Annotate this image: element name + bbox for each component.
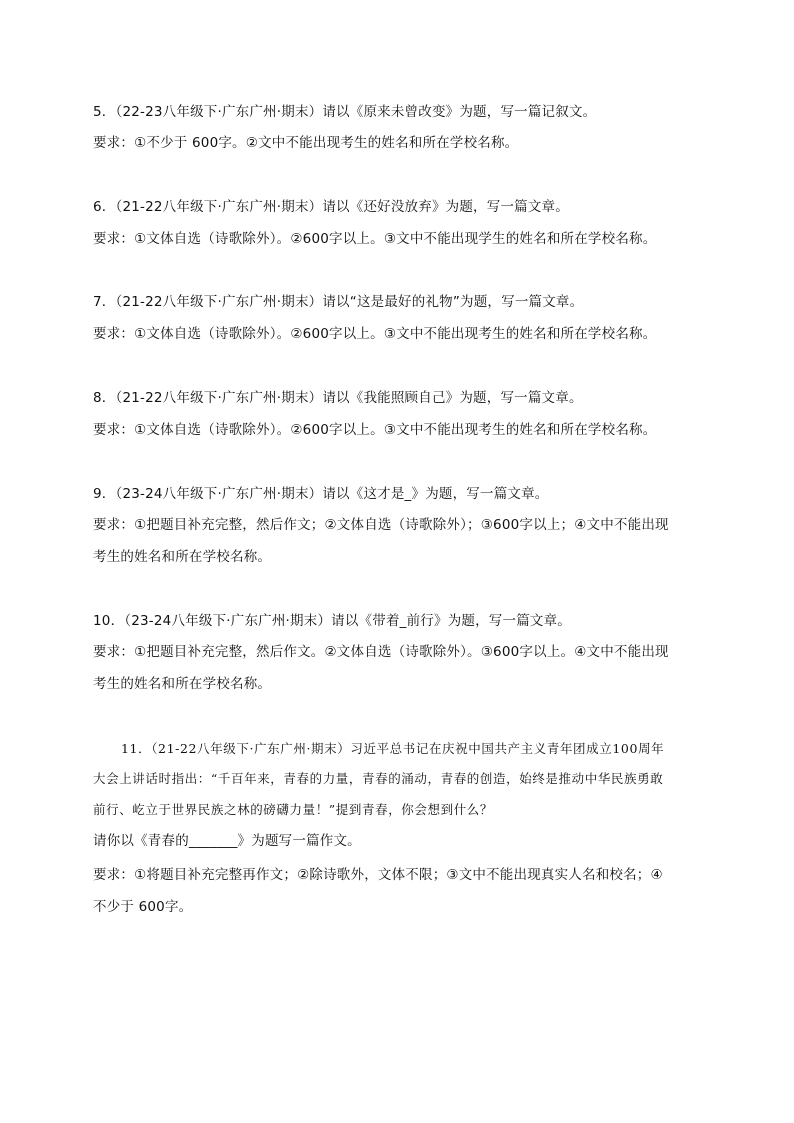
- question-11-title: 请你以《青春的_______》为题写一篇作文。: [93, 833, 361, 849]
- question-8-requirements: 要求：①文体自选（诗歌除外）。②600字以上。③文中不能出现考生的姓名和所在学校名称。: [93, 422, 657, 438]
- question-10-requirements-cont: 考生的姓名和所在学校名称。: [93, 676, 272, 692]
- question-11-requirements-cont: 不少于 600字。: [93, 899, 193, 915]
- question-6-requirements: 要求：①文体自选（诗歌除外）。②600字以上。③文中不能出现学生的姓名和所在学校名称。: [93, 231, 657, 247]
- question-11-prompt-line-3: 前行、屹立于世界民族之林的磅礴力量！”提到青春，你会想到什么？: [93, 802, 493, 817]
- question-9-requirements: 要求：①把题目补充完整，然后作文；②文体自选（诗歌除外）；③600字以上；④文中不能出现: [93, 517, 669, 533]
- question-11-prompt-line-1: 11．（21-22八年级下·广东广州·期末）习近平总书记在庆祝中国共产主义青年团成立100周年: [121, 741, 665, 756]
- question-5-title: 5．（22-23八年级下·广东广州·期末）请以《原来未曾改变》为题，写一篇记叙文。: [93, 104, 597, 120]
- question-5-requirements: 要求：①不少于 600字。②文中不能出现考生的姓名和所在学校名称。: [93, 135, 519, 151]
- question-7-title: 7．（21-22八年级下·广东广州·期末）请以“这是最好的礼物”为题，写一篇文章。: [93, 294, 584, 310]
- question-11-prompt-line-2: 大会上讲话时指出：“千百年来，青春的力量，青春的涌动，青春的创造，始终是推动中华民族勇敢: [93, 771, 664, 786]
- question-6-title: 6．（21-22八年级下·广东广州·期末）请以《还好没放弃》为题，写一篇文章。: [93, 199, 569, 215]
- question-10-title: 10．（23-24八年级下·广东广州·期末）请以《带着_前行》为题，写一篇文章。: [93, 613, 571, 629]
- question-7-requirements: 要求：①文体自选（诗歌除外）。②600字以上。③文中不能出现考生的姓名和所在学校名称。: [93, 326, 657, 342]
- question-9-title: 9．（23-24八年级下·广东广州·期末）请以《这才是_》为题，写一篇文章。: [93, 486, 549, 502]
- question-9-requirements-cont: 考生的姓名和所在学校名称。: [93, 549, 272, 565]
- question-11-requirements: 要求：①将题目补充完整再作文；②除诗歌外，文体不限；③文中不能出现真实人名和校名；④: [93, 867, 663, 883]
- question-10-requirements: 要求：①把题目补充完整，然后作文。②文体自选（诗歌除外）。③600字以上。④文中不能出现: [93, 644, 669, 660]
- question-8-title: 8．（21-22八年级下·广东广州·期末）请以《我能照顾自己》为题，写一篇文章。: [93, 390, 583, 406]
